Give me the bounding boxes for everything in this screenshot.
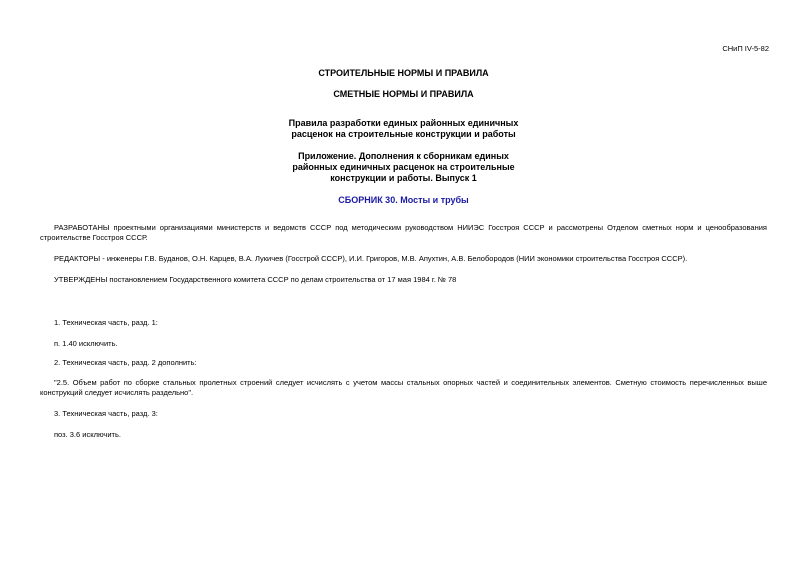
item-2-text: "2.5. Объем работ по сборке стальных пролетных строений следует исчислять с учетом массы стальных опорных частей и соединительных элементов. Сметную стоимость перечисленных выше конструкций следует исчислять раздельно". [40,378,767,397]
paragraph-item-1 [40,318,767,328]
title-appendix-line-2: районных единичных расценок на строительные [292,162,515,172]
paragraph-editors [40,254,767,264]
title-estimate-norms: СМЕТНЫЕ НОРМЫ И ПРАВИЛА [333,89,474,99]
item-1-heading: 1. Техническая часть, разд. 1: [54,318,158,327]
paragraph-item-2-text [40,378,767,398]
paragraph-developed [40,223,767,243]
title-building-norms: СТРОИТЕЛЬНЫЕ НОРМЫ И ПРАВИЛА [318,68,489,78]
title-rules-line-1: Правила разработки единых районных единичных [288,118,519,128]
title-rules-line-2: расценок на строительные конструкции и работы [291,129,516,139]
item-2-heading: 2. Техническая часть, разд. 2 дополнить: [54,358,197,367]
item-3-heading: 3. Техническая часть, разд. 3: [54,409,158,418]
document-code: СНиП IV-5-82 [722,44,769,53]
paragraph-item-2 [40,358,767,368]
paragraph-item-3-text [40,430,767,440]
title-appendix-line-1: Приложение. Дополнения к сборникам единых [298,151,509,161]
developed-text: РАЗРАБОТАНЫ проектными организациями министерств и ведомств СССР под методическим руководством НИИЭС Госстроя СССР и рассмотрены Отделом сметных норм и ценообразования строительстве Госстроя СССР. [40,223,767,242]
paragraph-approved [40,275,767,285]
paragraph-item-3 [40,409,767,419]
title-rules [0,118,807,140]
title-appendix [0,151,807,184]
title-appendix-line-3: конструкции и работы. Выпуск 1 [330,173,477,183]
collection-title: СБОРНИК 30. Мосты и трубы [338,195,469,205]
paragraph-item-1-text [40,339,767,349]
approved-text: УТВЕРЖДЕНЫ постановлением Государственного комитета СССР по делам строительства от 17 мая 1984 г. № 78 [54,275,457,284]
item-3-text: поз. 3.6 исключить. [54,430,121,439]
item-1-text: п. 1.40 исключить. [54,339,118,348]
editors-text: РЕДАКТОРЫ - инженеры Г.В. Буданов, О.Н. Карцев, В.А. Лукичев (Госстрой СССР), И.И. Григоров, М.В. Апухтин, А.В. Белобородов (НИИ экономики строительства Госстроя СССР). [54,254,688,263]
